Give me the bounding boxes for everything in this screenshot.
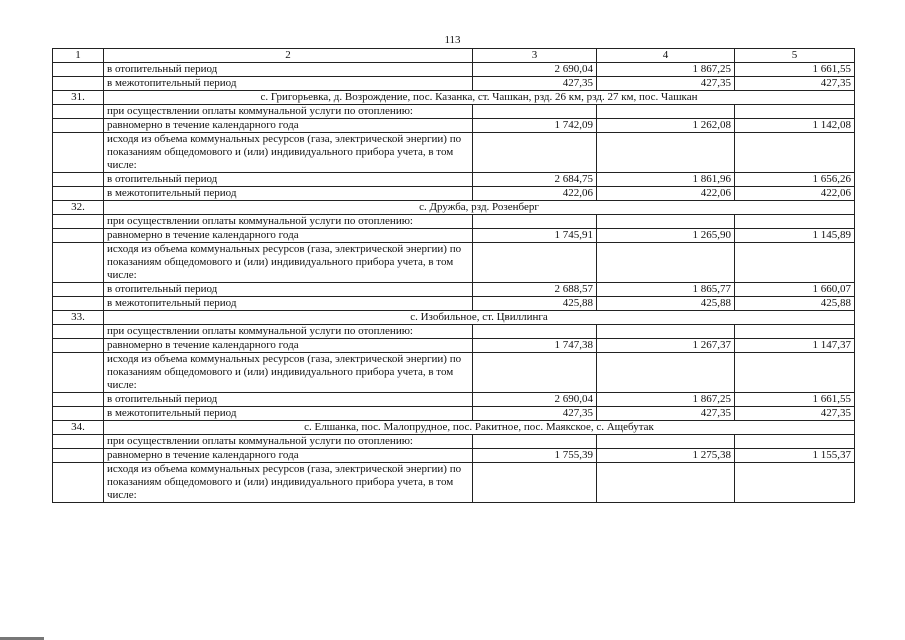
- table-row: [53, 187, 855, 201]
- row-number: [53, 187, 104, 201]
- value-col-4: [597, 105, 735, 119]
- row-label: исходя из объема коммунальных ресурсов (газа, электрической энергии) по показаниям общедомового и (или) индивидуального прибора учета, в том числе:: [104, 353, 473, 393]
- value-col-5: [735, 463, 855, 503]
- settlement-row: [53, 421, 855, 435]
- value-col-4: 1 861,96: [597, 173, 735, 187]
- row-number: [53, 435, 104, 449]
- value-col-5: 422,06: [735, 187, 855, 201]
- row-number: [53, 77, 104, 91]
- row-label: равномерно в течение календарного года: [104, 339, 473, 353]
- row-number: [53, 449, 104, 463]
- value-col-3: 2 688,57: [473, 283, 597, 297]
- row-number: 34.: [53, 421, 104, 435]
- table-row: [53, 173, 855, 187]
- value-col-4: [597, 353, 735, 393]
- row-label: в отопительный период: [104, 63, 473, 77]
- value-col-5: [735, 133, 855, 173]
- row-number: [53, 133, 104, 173]
- value-col-4: 425,88: [597, 297, 735, 311]
- row-number: [53, 105, 104, 119]
- row-label: при осуществлении оплаты коммунальной услуги по отоплению:: [104, 435, 473, 449]
- row-number: [53, 353, 104, 393]
- row-label: равномерно в течение календарного года: [104, 119, 473, 133]
- table-body: [53, 63, 855, 503]
- table-row: [53, 243, 855, 283]
- value-col-5: 1 661,55: [735, 393, 855, 407]
- settlement-name: с. Григорьевка, д. Возрождение, пос. Казанка, ст. Чашкан, рзд. 26 км, рзд. 27 км, пос. Чашкан: [104, 91, 855, 105]
- value-col-5: 1 147,37: [735, 339, 855, 353]
- value-col-3: 2 684,75: [473, 173, 597, 187]
- value-col-5: 1 145,89: [735, 229, 855, 243]
- value-col-4: [597, 215, 735, 229]
- row-number: 33.: [53, 311, 104, 325]
- row-number: 32.: [53, 201, 104, 215]
- row-number: [53, 325, 104, 339]
- row-label: при осуществлении оплаты коммунальной услуги по отоплению:: [104, 105, 473, 119]
- row-label: равномерно в течение календарного года: [104, 229, 473, 243]
- row-label: исходя из объема коммунальных ресурсов (газа, электрической энергии) по показаниям общедомового и (или) индивидуального прибора учета, в том числе:: [104, 463, 473, 503]
- row-number: [53, 119, 104, 133]
- table-row: [53, 77, 855, 91]
- row-label: в межотопительный период: [104, 77, 473, 91]
- settlement-name: с. Дружба, рзд. Розенберг: [104, 201, 855, 215]
- value-col-4: [597, 435, 735, 449]
- row-number: 31.: [53, 91, 104, 105]
- settlement-row: [53, 201, 855, 215]
- header-row: [53, 49, 855, 63]
- row-label: в отопительный период: [104, 173, 473, 187]
- settlement-row: [53, 311, 855, 325]
- settlement-row: [53, 91, 855, 105]
- value-col-3: 1 747,38: [473, 339, 597, 353]
- value-col-4: 1 262,08: [597, 119, 735, 133]
- table-row: [53, 407, 855, 421]
- value-col-3: [473, 133, 597, 173]
- value-col-4: 427,35: [597, 77, 735, 91]
- table-row: [53, 63, 855, 77]
- table-row: [53, 353, 855, 393]
- row-number: [53, 339, 104, 353]
- table-row: [53, 119, 855, 133]
- row-number: [53, 173, 104, 187]
- row-label: исходя из объема коммунальных ресурсов (газа, электрической энергии) по показаниям общедомового и (или) индивидуального прибора учета, в том числе:: [104, 133, 473, 173]
- row-number: [53, 215, 104, 229]
- value-col-4: 1 867,25: [597, 393, 735, 407]
- table-row: [53, 215, 855, 229]
- row-number: [53, 243, 104, 283]
- value-col-4: 427,35: [597, 407, 735, 421]
- header-col-3: 3: [473, 49, 597, 63]
- value-col-4: 1 867,25: [597, 63, 735, 77]
- row-label: при осуществлении оплаты коммунальной услуги по отоплению:: [104, 215, 473, 229]
- table-row: [53, 283, 855, 297]
- settlement-name: с. Изобильное, ст. Цвиллинга: [104, 311, 855, 325]
- row-label: в отопительный период: [104, 283, 473, 297]
- value-col-4: [597, 463, 735, 503]
- tariff-table: [52, 48, 855, 503]
- table-row: [53, 449, 855, 463]
- value-col-5: [735, 353, 855, 393]
- row-label: в межотопительный период: [104, 297, 473, 311]
- table-row: [53, 325, 855, 339]
- value-col-3: 1 742,09: [473, 119, 597, 133]
- value-col-5: 1 656,26: [735, 173, 855, 187]
- value-col-4: [597, 133, 735, 173]
- value-col-5: [735, 325, 855, 339]
- value-col-5: 1 660,07: [735, 283, 855, 297]
- row-number: [53, 393, 104, 407]
- value-col-3: 2 690,04: [473, 63, 597, 77]
- table-row: [53, 105, 855, 119]
- value-col-5: 1 142,08: [735, 119, 855, 133]
- row-label: в отопительный период: [104, 393, 473, 407]
- table-row: [53, 435, 855, 449]
- value-col-3: [473, 215, 597, 229]
- table-row: [53, 229, 855, 243]
- value-col-3: [473, 243, 597, 283]
- table-row: [53, 133, 855, 173]
- table-row: [53, 339, 855, 353]
- value-col-3: [473, 325, 597, 339]
- value-col-4: 422,06: [597, 187, 735, 201]
- table-row: [53, 297, 855, 311]
- value-col-3: [473, 435, 597, 449]
- value-col-5: [735, 105, 855, 119]
- value-col-5: [735, 215, 855, 229]
- value-col-3: 422,06: [473, 187, 597, 201]
- value-col-3: 2 690,04: [473, 393, 597, 407]
- row-number: [53, 463, 104, 503]
- value-col-5: [735, 243, 855, 283]
- header-col-1: 1: [53, 49, 104, 63]
- row-label: исходя из объема коммунальных ресурсов (газа, электрической энергии) по показаниям общедомового и (или) индивидуального прибора учета, в том числе:: [104, 243, 473, 283]
- row-label: при осуществлении оплаты коммунальной услуги по отоплению:: [104, 325, 473, 339]
- value-col-3: 427,35: [473, 407, 597, 421]
- value-col-3: 1 745,91: [473, 229, 597, 243]
- value-col-3: 427,35: [473, 77, 597, 91]
- page-number: 113: [444, 34, 461, 46]
- value-col-5: 427,35: [735, 407, 855, 421]
- settlement-name: с. Елшанка, пос. Малопрудное, пос. Ракитное, пос. Маякское, с. Ащебутак: [104, 421, 855, 435]
- row-number: [53, 297, 104, 311]
- value-col-3: 1 755,39: [473, 449, 597, 463]
- row-label: равномерно в течение календарного года: [104, 449, 473, 463]
- row-number: [53, 407, 104, 421]
- table-row: [53, 463, 855, 503]
- value-col-3: 425,88: [473, 297, 597, 311]
- value-col-4: 1 265,90: [597, 229, 735, 243]
- value-col-4: [597, 325, 735, 339]
- value-col-5: 425,88: [735, 297, 855, 311]
- value-col-4: 1 275,38: [597, 449, 735, 463]
- value-col-3: [473, 463, 597, 503]
- value-col-5: 1 661,55: [735, 63, 855, 77]
- value-col-3: [473, 353, 597, 393]
- row-number: [53, 229, 104, 243]
- header-col-5: 5: [735, 49, 855, 63]
- value-col-3: [473, 105, 597, 119]
- value-col-4: 1 267,37: [597, 339, 735, 353]
- row-number: [53, 63, 104, 77]
- header-col-2: 2: [104, 49, 473, 63]
- value-col-5: 1 155,37: [735, 449, 855, 463]
- table-row: [53, 393, 855, 407]
- value-col-4: 1 865,77: [597, 283, 735, 297]
- value-col-5: [735, 435, 855, 449]
- row-label: в межотопительный период: [104, 407, 473, 421]
- row-number: [53, 283, 104, 297]
- value-col-5: 427,35: [735, 77, 855, 91]
- header-col-4: 4: [597, 49, 735, 63]
- row-label: в межотопительный период: [104, 187, 473, 201]
- value-col-4: [597, 243, 735, 283]
